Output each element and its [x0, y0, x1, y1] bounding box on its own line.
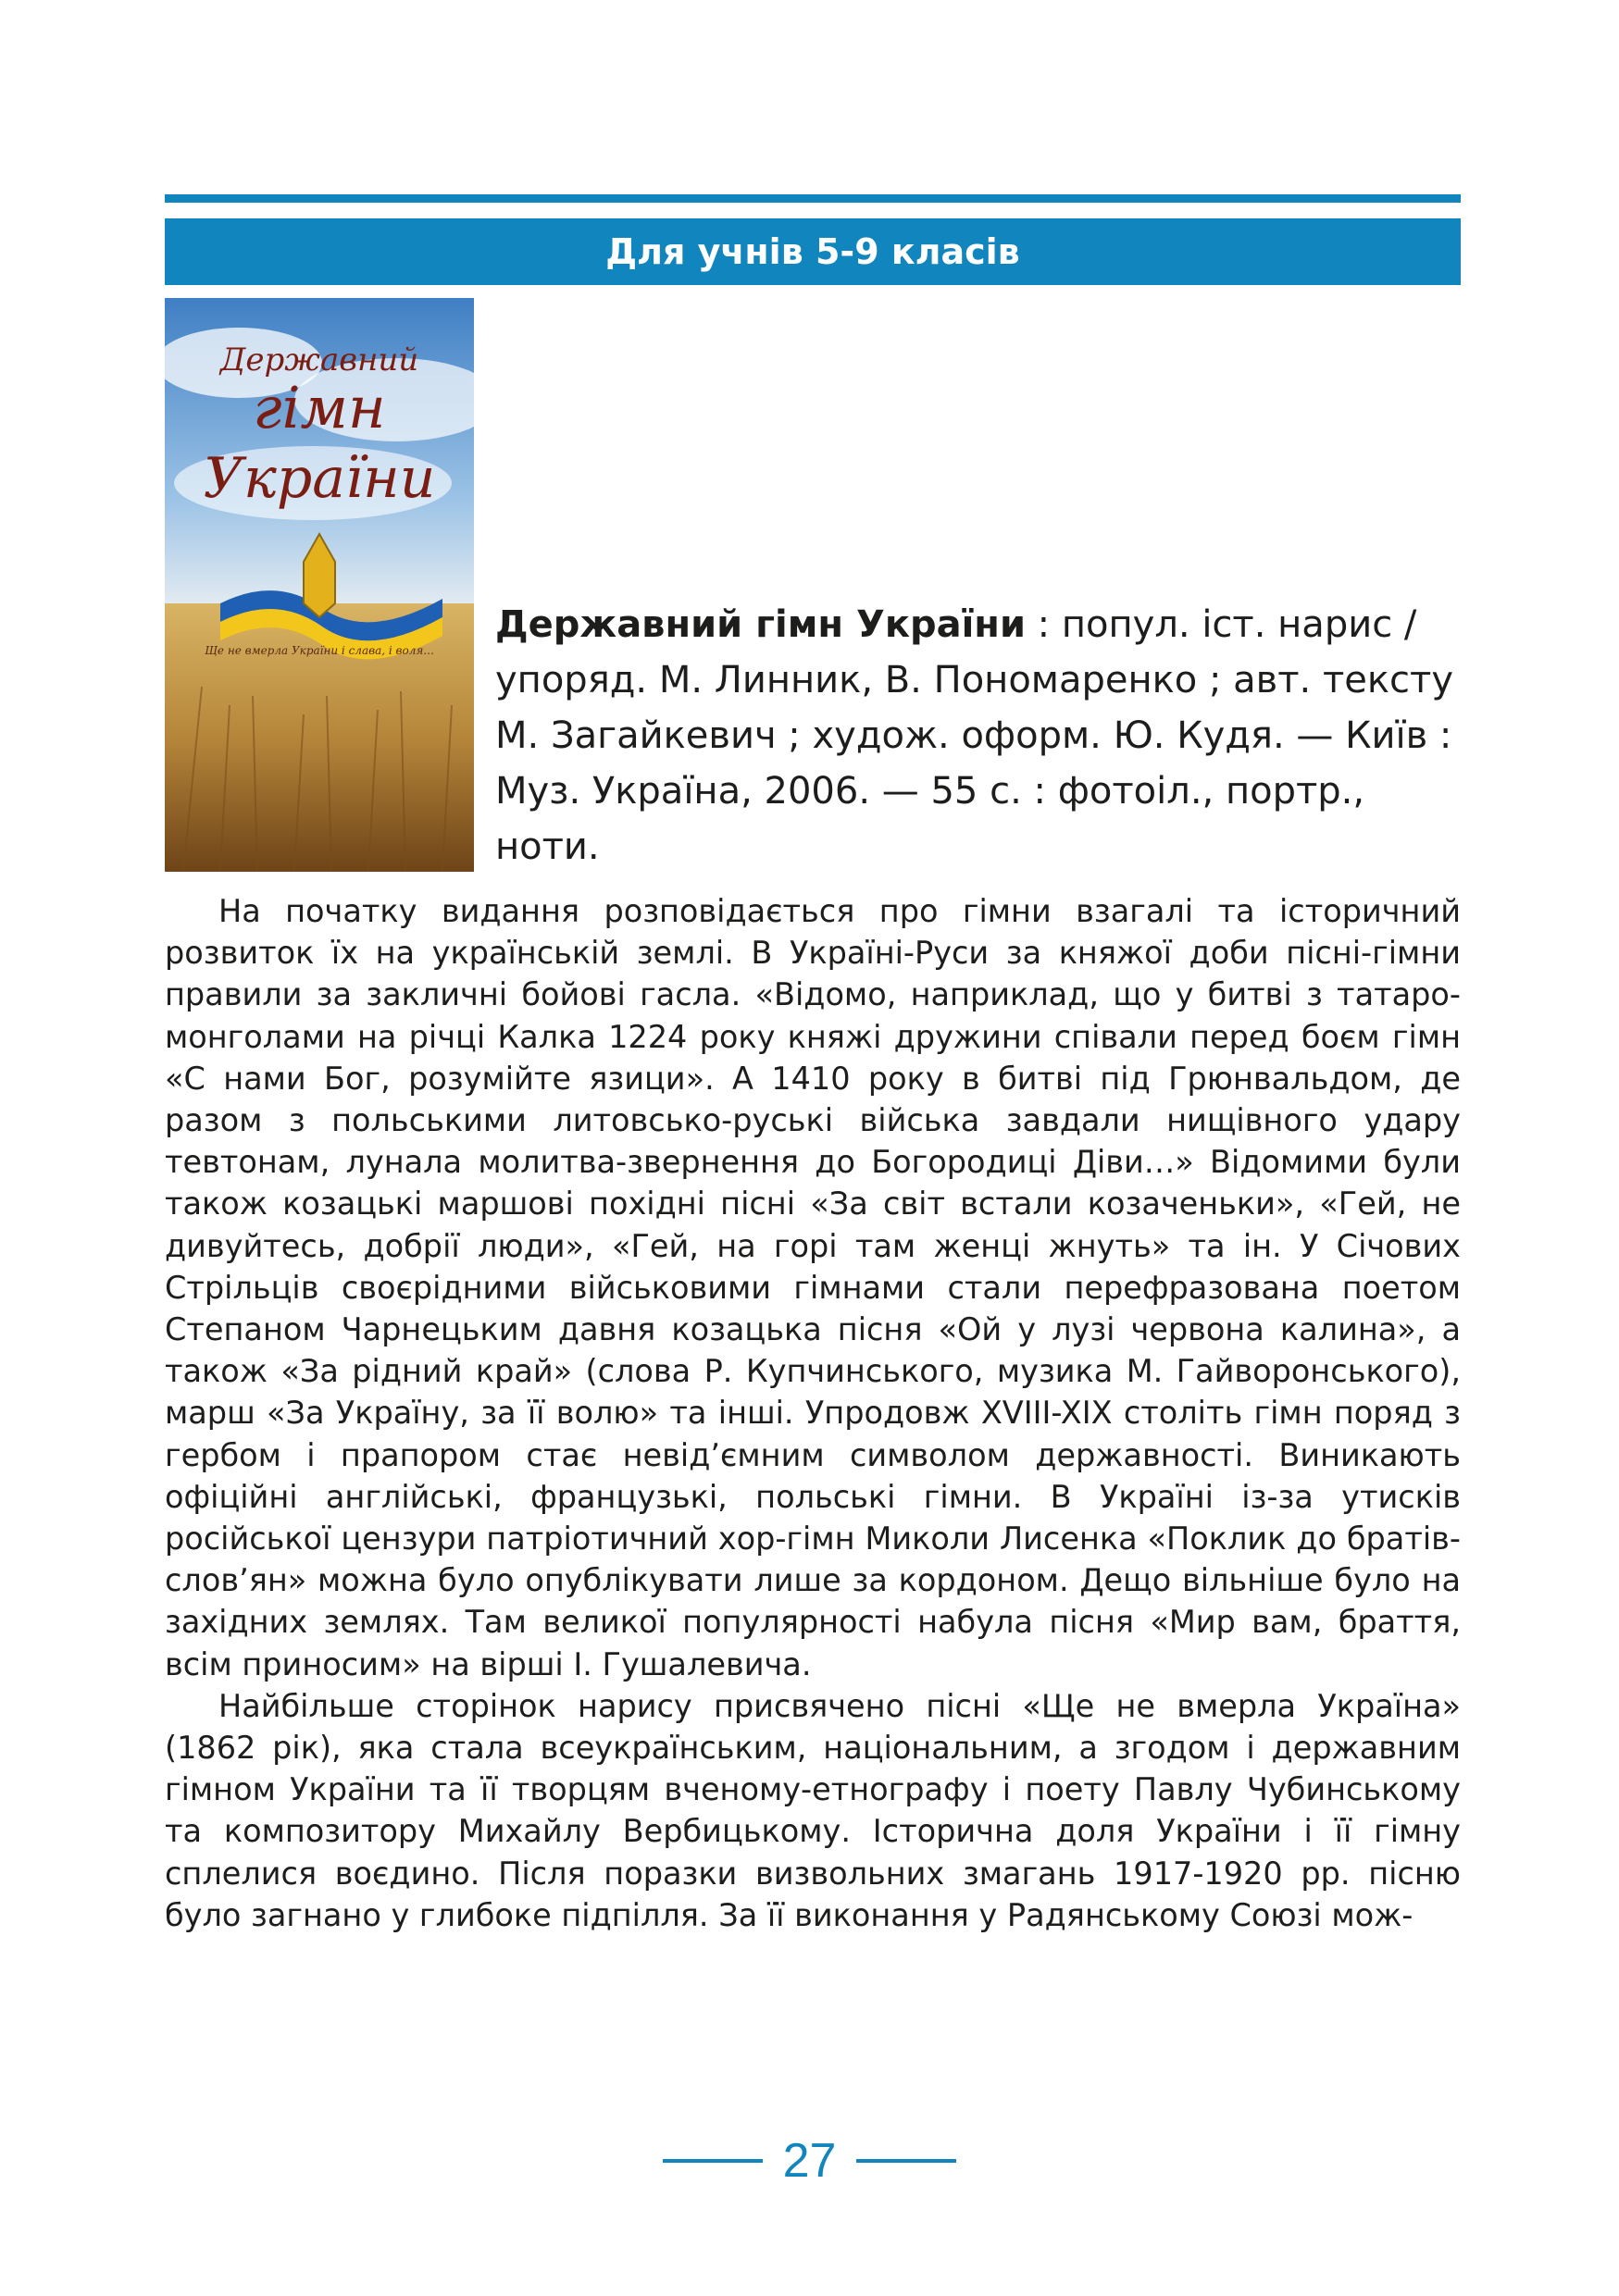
page-number: 27	[782, 2134, 837, 2188]
book-description: : попул. іст. нарис / упоряд. М. Линник, В. Пономаренко ; авт. тексту М. Загайкевич ; худож. оформ. Ю. Кудя. — Київ : Муз. Україна, 2006. — 55 с. : фотоіл., портр., ноти.	[495, 603, 1454, 868]
footer-dash-right	[856, 2159, 956, 2163]
section-title: Для учнів 5-9 класів	[605, 231, 1020, 272]
bibliographic-entry	[495, 597, 1463, 875]
page-number-footer	[0, 2128, 1619, 2193]
footer-dash-left	[663, 2159, 763, 2163]
cover-title-line1: Державний	[219, 341, 419, 379]
cover-subtitle: Ще не вмерла України і слава, і воля...	[205, 644, 434, 657]
cover-title-line2: гімн	[253, 374, 386, 441]
article-body	[165, 890, 1461, 1936]
cover-title-line3: України	[203, 446, 436, 511]
top-rule	[165, 194, 1461, 203]
section-header-bar	[165, 218, 1461, 285]
article-paragraph: На початку видання розповідається про гімни взагалі та історичний розвиток їх на українській землі. В Україні-Руси за княжої доби пісні-гімни правили за закличні бойові гасла. «Відомо, наприклад, що у битві з татаро-монголами на річці Калка 1224 року княжі дружини співали перед боєм гімн «С нами Бог, розумійте язици». А 1410 року в битві під Грюнвальдом, де разом з польськими литовсько-руські війська завдали нищівного удару тевтонам, лунала молитва-звернення до Богородиці Діви…» Відомими були також козацькі маршові похідні пісні «За світ встали козаченьки», «Гей, не дивуйтесь, добрії люди», «Гей, на горі там женці жнуть» та ін. У Січових Стрільців своєрідними військовими гімнами стали перефразована поетом Степаном Чарнецьким давня козацька пісня «Ой у лузі червона калина», а також «За рідний край» (слова Р. Купчинського, музика М. Гайворонського), марш «За Україну, за її волю» та інші. Упродовж XVIII-XIX століть гімн поряд з гербом і прапором стає невід’ємним символом державності. Виникають офіційні англійські, французькі, польські гімни. В Україні із-за утисків російської цензури патріотичний хор-гімн Миколи Лисенка «Поклик до братів-слов’ян» можна було опублікувати лише за кордоном. Дещо вільніше було на західних землях. Там великої популярності набула пісня «Мир вам, браття, всім приносим» на вірші І. Гушалевича.	[165, 893, 1461, 1682]
book-cover-image	[165, 298, 474, 872]
article-paragraph: Найбільше сторінок нарису присвячено пісні «Ще не вмерла Україна» (1862 рік), яка стала всеукраїнським, національним, а згодом і державним гімном України та її творцям вченому-етнографу і поету Павлу Чубинському та композитору Михайлу Вербицькому. Історична доля України і її гімну сплелися воєдино. Після поразки визвольних змагань 1917-1920 рр. пісню було загнано у глибоке підпілля. За її виконання у Радянському Союзі мож-	[165, 1687, 1461, 1933]
book-title: Державний гімн України	[495, 603, 1026, 646]
